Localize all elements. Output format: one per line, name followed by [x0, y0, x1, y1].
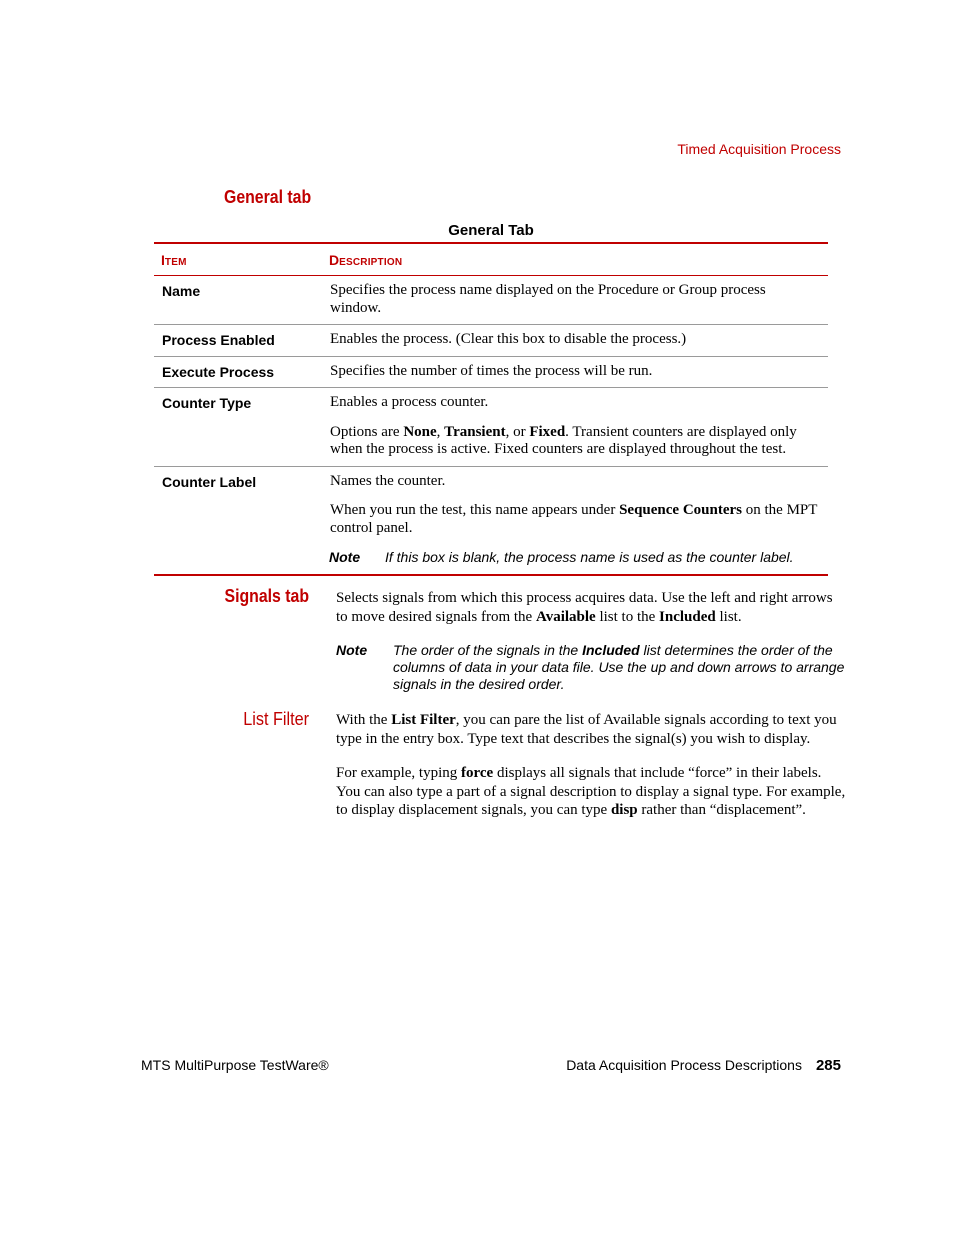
table-row	[154, 357, 828, 389]
footer-product: MTS MultiPurpose TestWare®	[141, 1057, 329, 1073]
list-filter-paragraph: With the List Filter, you can pare the list of Available signals according to text you type in the entry box. Type text that describes the signal(s) you wish to display.	[336, 712, 837, 747]
page-number: 285	[815, 1057, 841, 1074]
row-options: Options are None, Transient, or Fixed. Transient counters are displayed only when the process is active. Fixed counters are displayed throughout the test.	[330, 423, 797, 457]
footer-chapter-title: Data Acquisition Process Descriptions	[566, 1057, 802, 1073]
signals-note	[336, 642, 846, 693]
row-description: Specifies the process name displayed on the Procedure or Group process window.	[330, 282, 766, 316]
table-row	[154, 388, 828, 467]
signals-paragraph: Selects signals from which this process acquires data. Use the left and right arrows to move desired signals from the Available list to the Included list.	[336, 590, 833, 625]
row-item: Process Enabled	[162, 332, 275, 348]
section-heading-list-filter: List Filter	[243, 709, 309, 729]
note-label: Note	[336, 642, 368, 658]
section-heading-signals: Signals tab	[224, 586, 309, 606]
header-item: ITEM	[161, 251, 187, 268]
note-text: The order of the signals in the Included list determines the order of the columns of data in your data file. Use the up and down arrows to arrange signals in the desired order.	[393, 642, 845, 692]
row-description: Enables a process counter.	[330, 394, 489, 410]
table-row	[154, 467, 828, 574]
note-label: Note	[329, 549, 361, 565]
list-filter-example: For example, typing force displays all signals that include “force” in their labels. You can also type a part of a signal description to display a signal type. For example, to display displacement signals, you can type disp rather than “displacement”.	[336, 765, 846, 818]
running-head: Timed Acquisition Process	[677, 141, 841, 157]
list-filter-text	[336, 711, 846, 820]
row-note	[329, 549, 818, 567]
table-row	[154, 276, 828, 325]
row-description: Enables the process. (Clear this box to disable the process.)	[330, 331, 687, 347]
table-caption: General Tab	[448, 222, 534, 239]
note-text: If this box is blank, the process name is used as the counter label.	[385, 549, 794, 565]
row-item: Counter Type	[162, 395, 252, 411]
section-heading-general: General tab	[224, 187, 312, 207]
row-extra: When you run the test, this name appears under Sequence Counters on the MPT control panel.	[330, 502, 818, 536]
row-item: Name	[162, 283, 201, 299]
general-tab-table	[154, 242, 828, 576]
row-description: Names the counter.	[330, 472, 446, 489]
table-row	[154, 325, 828, 357]
row-description: Specifies the number of times the process will be run.	[330, 362, 653, 379]
footer-chapter	[566, 1057, 841, 1074]
row-item: Counter Label	[162, 473, 257, 490]
table-header	[154, 244, 828, 276]
row-item: Execute Process	[162, 363, 275, 380]
header-description: DESCRIPTION	[329, 251, 403, 268]
